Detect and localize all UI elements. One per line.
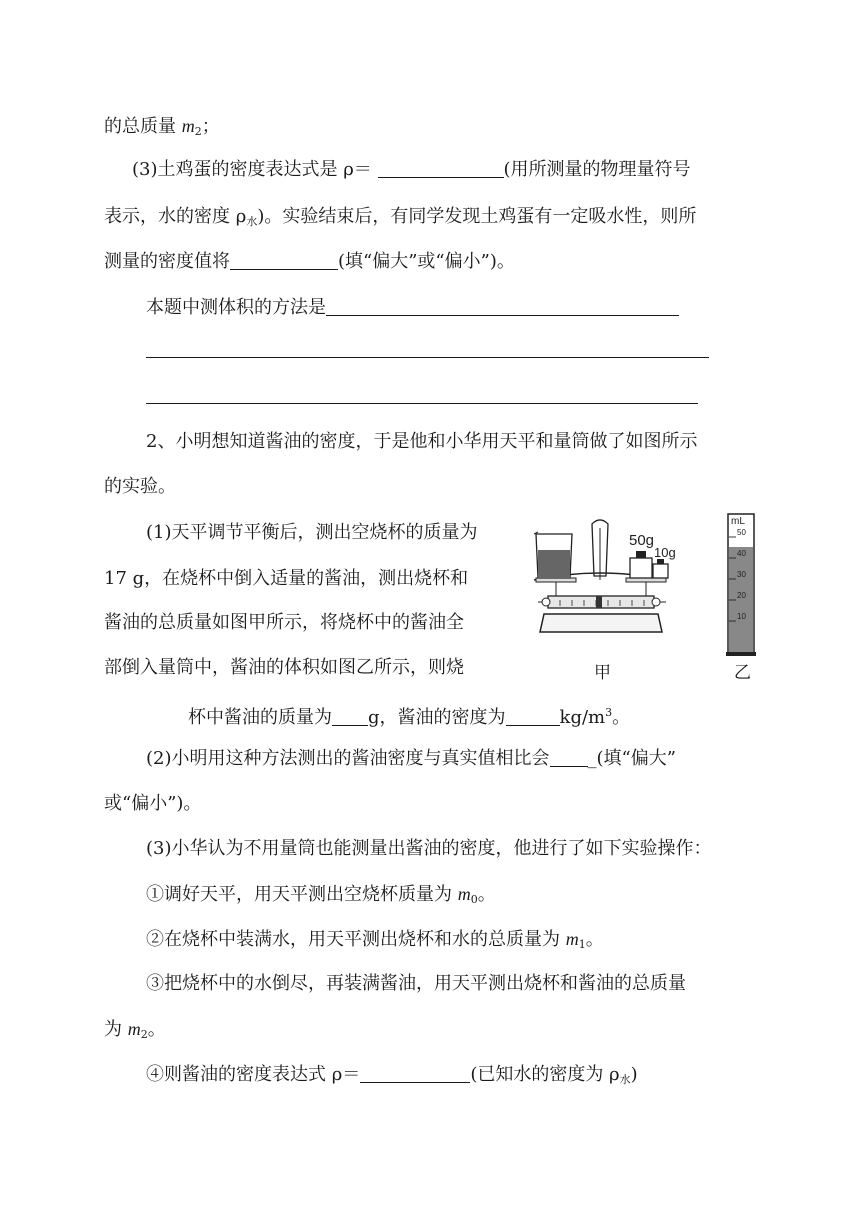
figure-caption-yi: 乙 <box>734 663 751 683</box>
cylinder-tick-label: 20 <box>737 591 746 600</box>
answer-blank[interactable] <box>550 748 588 767</box>
q2-part2-line2: 或“偏小”)。 <box>104 793 202 814</box>
q2-part1-line5: 杯中酱油的质量为 g，酱油的密度为 $kg/m^3$。 <box>188 706 631 728</box>
cylinder-tick-label: 10 <box>737 612 746 621</box>
q2-step4: ④则酱油的密度表达式 ρ＝ (已知水的密度为 $\rho_水$) <box>146 1064 638 1086</box>
weight-10g-label: 10g <box>654 545 676 560</box>
q2-step3-cont: 为 $m_2$。 <box>104 1019 166 1041</box>
cylinder-figure <box>724 510 758 658</box>
answer-blank[interactable] <box>230 251 338 270</box>
q2-step1: ①调好天平，用天平测出空烧杯质量为 $m_0$。 <box>146 884 496 906</box>
q2-intro-line2: 的实验。 <box>104 476 176 497</box>
q2-part1-line3: 酱油的总质量如图甲所示，将烧杯中的酱油全 <box>104 612 464 633</box>
balance-figure <box>526 510 676 640</box>
q1-part3-line1: (3)土鸡蛋的密度表达式是 ρ＝ (用所测量的物理量符号 <box>132 159 691 180</box>
q2-part2-line1: (2)小明用这种方法测出的酱油密度与真实值相比会 _(填“偏大” <box>146 748 676 769</box>
q2-step3: ③把烧杯中的水倒尽，再装满酱油，用天平测出烧杯和酱油的总质量 <box>146 973 686 994</box>
answer-blank[interactable] <box>506 707 560 726</box>
answer-blank[interactable] <box>326 297 679 316</box>
answer-blank[interactable] <box>360 1064 470 1083</box>
q1-method-line: 本题中测体积的方法是 <box>146 296 679 320</box>
weight-50g-label: 50g <box>629 532 655 549</box>
q2-part1-line4: 部倒入量筒中，酱油的体积如图乙所示，则烧 <box>104 657 464 678</box>
q2-intro-line1: 2、小明想知道酱油的密度，于是他和小华用天平和量筒做了如图所示 <box>146 431 698 452</box>
cylinder-unit-label: mL <box>731 516 745 527</box>
figure-caption-jia: 甲 <box>594 663 611 683</box>
cylinder-tick-label: 50 <box>737 528 746 537</box>
answer-line[interactable] <box>146 403 698 404</box>
q2-part3-line1: (3)小华认为不用量筒也能测量出酱油的密度，他进行了如下实验操作： <box>146 838 712 859</box>
cylinder-tick-label: 30 <box>737 570 746 579</box>
q2-part1-line1: (1)天平调节平衡后，测出空烧杯的质量为 <box>146 522 478 543</box>
q2-part1-line2: 17 g，在烧杯中倒入适量的酱油，测出烧杯和 <box>104 568 469 589</box>
answer-blank[interactable] <box>332 707 368 726</box>
q1-part3-line2: 表示，水的密度 $\rho_水$)。实验结束后，有同学发现土鸡蛋有一定吸水性，则所 <box>104 206 697 228</box>
answer-line[interactable] <box>146 357 709 358</box>
answer-blank[interactable] <box>378 159 504 178</box>
q2-step2: ②在烧杯中装满水，用天平测出烧杯和水的总质量为 $m_1$。 <box>146 929 604 951</box>
q1-part3-line3: 测量的密度值将 (填“偏大”或“偏小”)。 <box>104 251 515 272</box>
q1-line1: 的总质量 $m_2$； <box>104 116 220 138</box>
cylinder-tick-label: 40 <box>737 549 746 558</box>
